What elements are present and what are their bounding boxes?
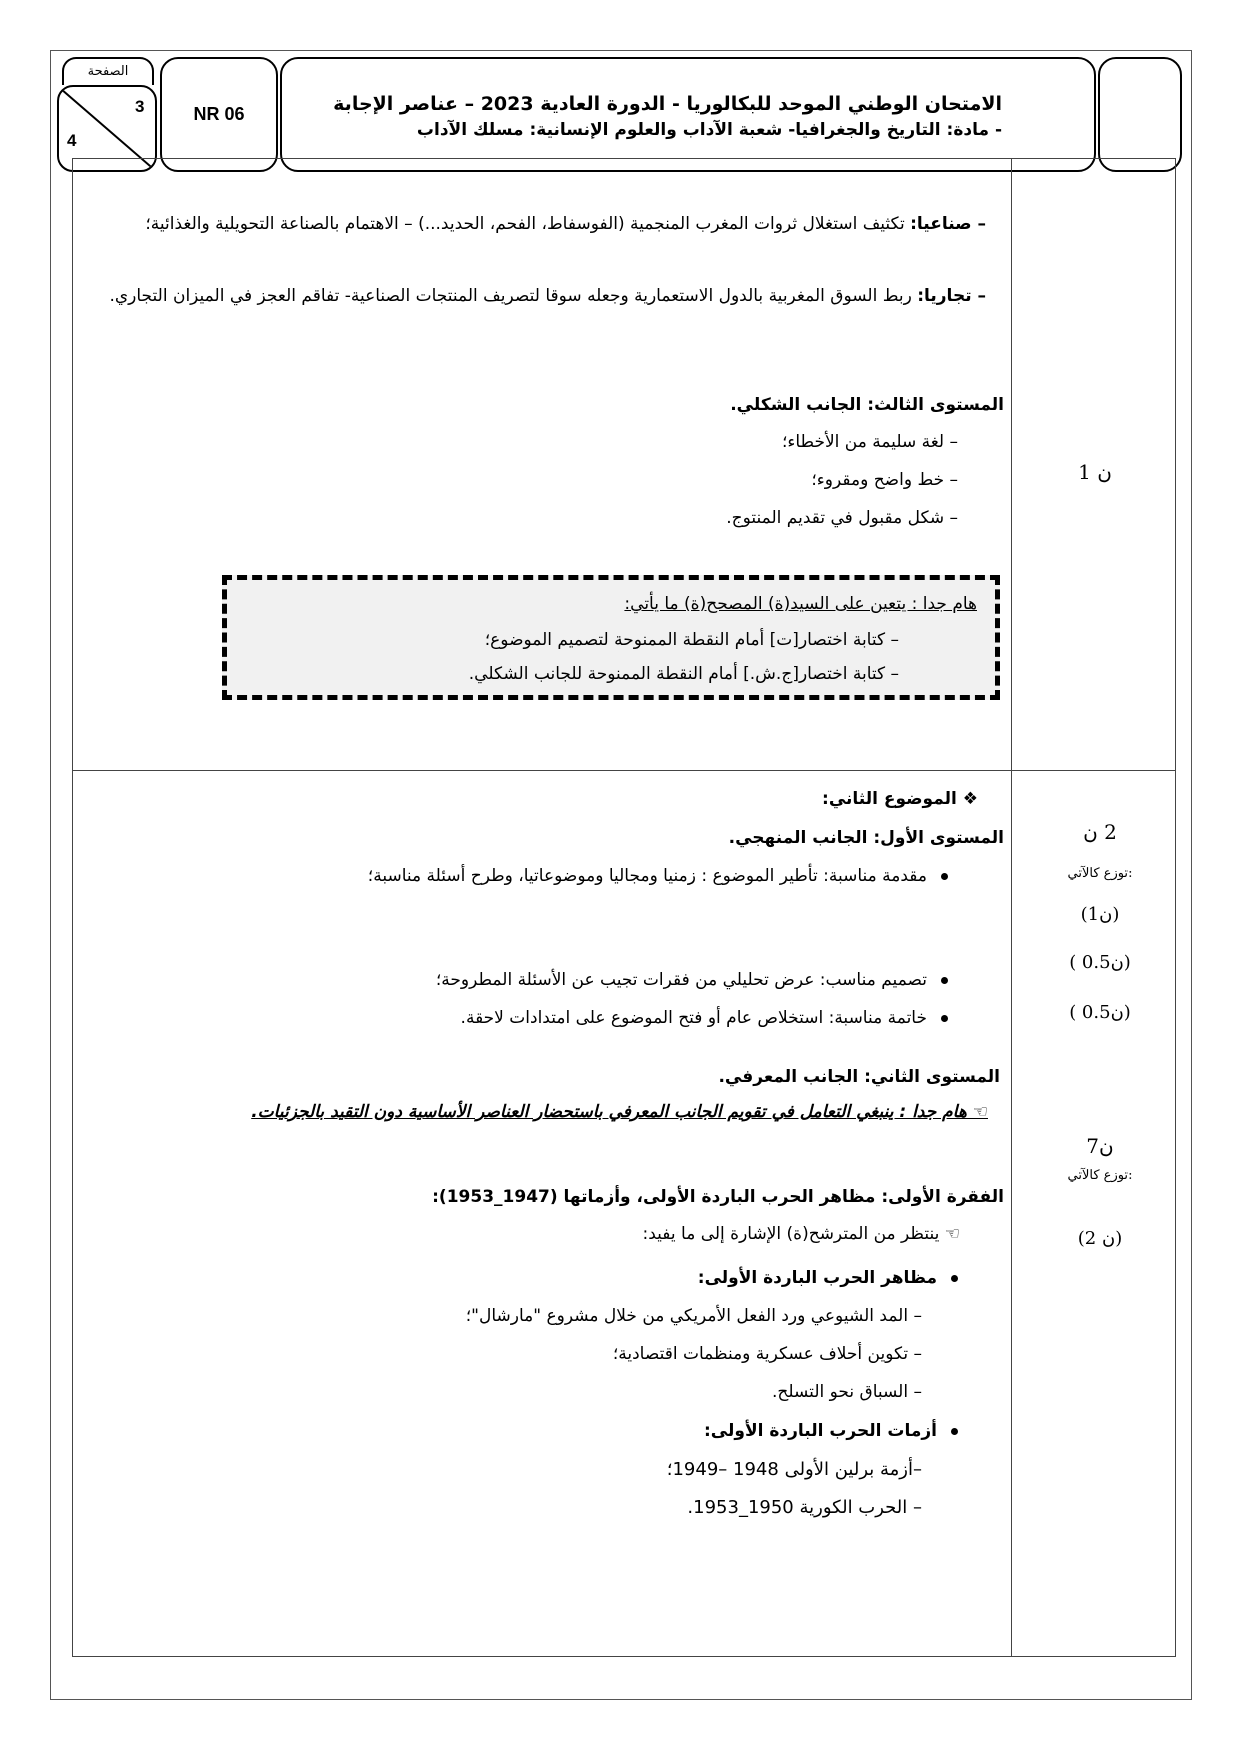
- subject-two-title: ❖ الموضوع الثاني:: [822, 789, 978, 809]
- score-2-distribution: توزع كالآتي:: [1067, 866, 1133, 881]
- page-label: الصفحة: [62, 57, 154, 85]
- page-current: 3: [135, 97, 145, 116]
- note-item: – كتابة اختصار[ت] أمام النقطة الممنوحة لتصميم الموضوع؛: [484, 630, 899, 650]
- crises-title: أزمات الحرب الباردة الأولى:: [704, 1421, 958, 1441]
- trade-paragraph: [88, 278, 986, 314]
- score-2: [1050, 820, 1150, 844]
- score-2-value: 2 ن: [1083, 820, 1117, 844]
- expectation-line: ☜ ينتظر من المترشح(ة) الإشارة إلى ما يفيد:: [642, 1224, 960, 1244]
- aspect-item: – السباق نحو التسلح.: [772, 1382, 922, 1402]
- level3-item: – لغة سليمة من الأخطاء؛: [781, 432, 958, 452]
- bullet-dot: [951, 1428, 958, 1435]
- score-2-part: ( 0.5ن): [1069, 1002, 1131, 1023]
- score-7: 7ن: [1086, 1134, 1114, 1158]
- industry-text: تكثيف استغلال ثروات المغرب المنجمية (الفوسفاط، الفحم، الحديد...) – الاهتمام بالصناعة التحويلية والغذائية؛: [145, 214, 905, 234]
- crisis-item: – الحرب الكورية 1950_1953.: [687, 1497, 922, 1518]
- score-7-part: (2 ن): [1077, 1228, 1123, 1249]
- paragraph-one-title: الفقرة الأولى: مظاهر الحرب الباردة الأولى، وأزماتها (1947_1953):: [432, 1187, 1004, 1207]
- bullet-dot: [951, 1275, 958, 1282]
- header-empty-box: [1098, 57, 1182, 172]
- exam-subject: - مادة: التاريخ والجغرافيا- شعبة الآداب والعلوم الإنسانية: مسلك الآداب: [416, 120, 1002, 140]
- corrector-note-box: [222, 575, 1000, 700]
- level3-item: – شكل مقبول في تقديم المنتوج.: [726, 508, 958, 528]
- note-item: – كتابة اختصار[ج.ش.] أمام النقطة الممنوحة للجانب الشكلي.: [468, 664, 899, 684]
- bullet-text: مقدمة مناسبة: تأطير الموضوع : زمنيا ومجاليا وموضوعاتيا، وطرح أسئلة مناسبة؛: [367, 866, 927, 886]
- row-divider: [72, 770, 1176, 771]
- level1-title: المستوى الأول: الجانب المنهجي.: [728, 828, 1004, 848]
- note-title: هام جدا : يتعين على السيد(ة) المصحح(ة) ما يأتي:: [624, 594, 977, 614]
- bullet-dot: [941, 1015, 948, 1022]
- bullet-dot: [941, 977, 948, 984]
- bullet-item: [88, 858, 948, 894]
- industry-paragraph: [88, 206, 986, 242]
- score-column-divider: [1011, 158, 1012, 1657]
- aspect-item: – المد الشيوعي ورد الفعل الأمريكي من خلال مشروع "مارشال"؛: [465, 1306, 922, 1326]
- bullet-item: [461, 1008, 948, 1028]
- score-2-part: ( 0.5ن): [1069, 952, 1131, 973]
- score-1: 1 ن: [1078, 460, 1112, 484]
- exam-code: NR 06: [193, 104, 245, 124]
- level3-title: المستوى الثالث: الجانب الشكلي.: [730, 395, 1004, 415]
- bullet-text: تصميم مناسب: عرض تحليلي من فقرات تجيب عن الأسئلة المطروحة؛: [435, 970, 927, 990]
- exam-title: الامتحان الوطني الموحد للبكالوريا - الدورة العادية 2023 – عناصر الإجابة: [333, 93, 1002, 115]
- industry-label: – صناعيا:: [910, 214, 986, 234]
- page-total: 4: [67, 131, 77, 150]
- score-7-distribution: توزع كالآتي:: [1067, 1168, 1133, 1183]
- aspects-title: مظاهر الحرب الباردة الأولى:: [698, 1268, 958, 1288]
- bullet-dot: [941, 873, 948, 880]
- header-title-box: [280, 57, 1096, 172]
- score-2-part: (1ن): [1080, 904, 1120, 925]
- trade-text: ربط السوق المغربية بالدول الاستعمارية وجعله سوقا لتصريف المنتجات الصناعية- تفاقم العجز في الميزان التجاري.: [109, 286, 912, 306]
- trade-label: – تجاريا:: [917, 286, 986, 306]
- level2-title: المستوى الثاني: الجانب المعرفي.: [718, 1067, 1000, 1087]
- important-note: ☜ هام جدا : ينبغي التعامل في تقويم الجانب المعرفي باستحضار العناصر الأساسية دون التقيد بالجزئيات.: [251, 1102, 988, 1122]
- aspect-item: – تكوين أحلاف عسكرية ومنظمات اقتصادية؛: [612, 1344, 922, 1364]
- bullet-item: [436, 970, 948, 990]
- exam-code-box: [160, 57, 278, 172]
- bullet-text: خاتمة مناسبة: استخلاص عام أو فتح الموضوع على امتدادات لاحقة.: [460, 1008, 927, 1028]
- level3-item: – خط واضح ومقروء؛: [811, 470, 958, 490]
- crisis-item: –أزمة برلين الأولى 1948 –1949؛: [666, 1459, 922, 1480]
